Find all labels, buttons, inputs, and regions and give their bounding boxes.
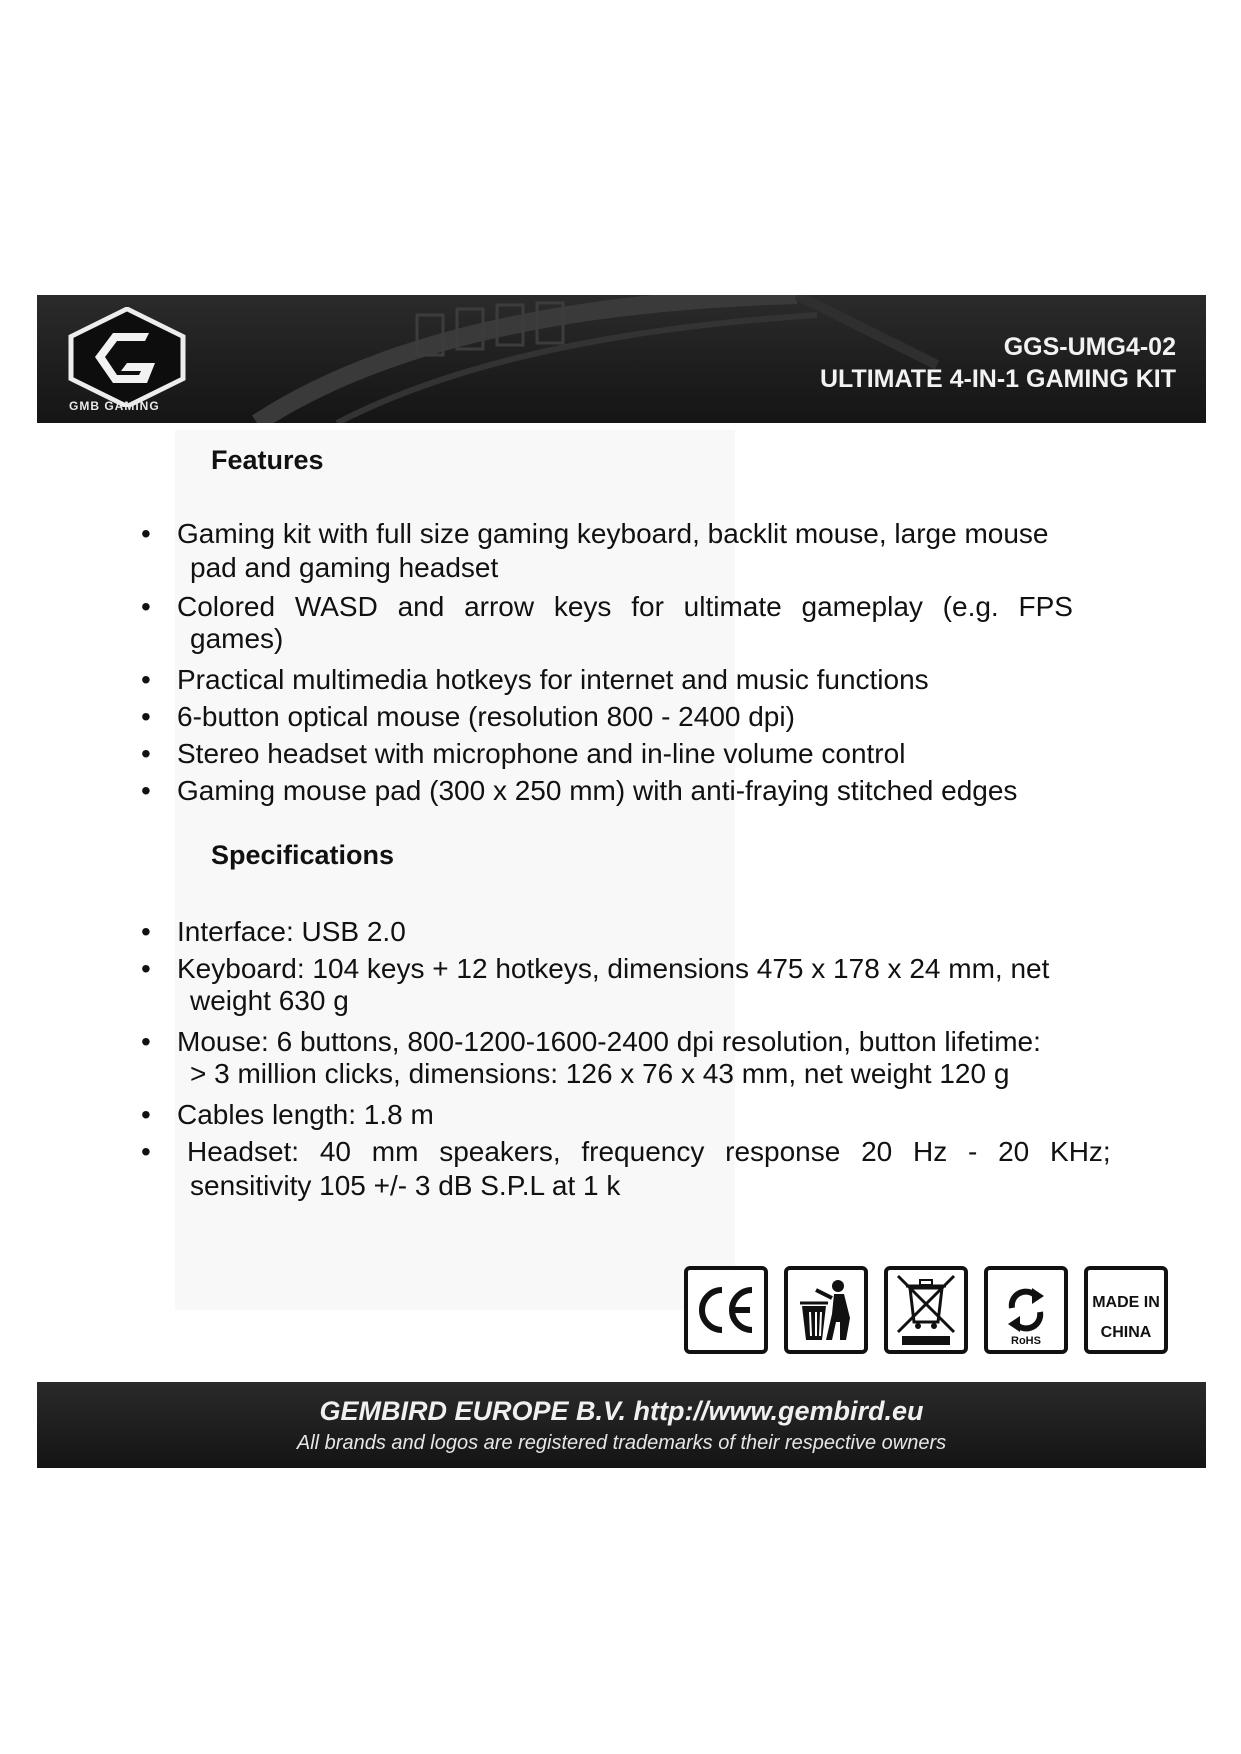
brand-text: GMB GAMING	[69, 399, 160, 413]
trademark-note: All brands and logos are registered trademarks of their respective owners	[296, 1432, 947, 1454]
list-item: • Stereo headset with microphone and in-line volume control	[141, 738, 906, 769]
features-title: Features	[211, 445, 324, 475]
rohs-icon	[984, 1266, 1068, 1354]
certification-icons	[684, 1266, 1174, 1356]
bullet-icon: •	[141, 664, 151, 695]
bullet-icon: •	[141, 1026, 151, 1057]
list-item: • Headset: 40 mm speakers, frequency response 20 Hz - 20 KHz; sensitivity 105 +/- 3 dB S.P.L at 1 k	[141, 1136, 1111, 1201]
bullet-icon: •	[141, 1136, 151, 1167]
bullet-icon: •	[141, 591, 151, 622]
bullet-icon: •	[141, 1099, 151, 1130]
footer-banner	[37, 1382, 1206, 1468]
bullet-icon: •	[141, 738, 151, 769]
list-item: • Interface: USB 2.0	[141, 916, 406, 947]
specifications-title: Specifications	[211, 840, 395, 870]
bullet-icon: •	[141, 775, 151, 806]
list-item: • Mouse: 6 buttons, 800-1200-1600-2400 dpi resolution, button lifetime: > 3 million clicks, dimensions: 126 x 76 x 43 mm, net weight 120 g	[141, 1026, 1041, 1089]
product-title: ULTIMATE 4-IN-1 GAMING KIT	[820, 365, 1176, 393]
tidy-man-recycle-icon	[784, 1266, 868, 1354]
list-item: • 6-button optical mouse (resolution 800 - 2400 dpi)	[141, 701, 795, 732]
model-number: GGS-UMG4-02	[1003, 333, 1176, 361]
rohs-label: RoHS	[1011, 1335, 1041, 1347]
list-item: • Colored WASD and arrow keys for ultimate gameplay (e.g. FPS games)	[141, 591, 1073, 654]
bullet-icon: •	[141, 916, 151, 947]
gmb-gaming-logo-icon	[65, 307, 189, 407]
bullet-icon: •	[141, 701, 151, 732]
list-item: • Gaming kit with full size gaming keyboard, backlit mouse, large mouse pad and gaming headset	[141, 518, 1049, 583]
list-item: • Keyboard: 104 keys + 12 hotkeys, dimensions 475 x 178 x 24 mm, net weight 630 g	[141, 953, 1050, 1016]
bullet-icon: •	[141, 953, 151, 984]
specifications-list	[141, 915, 1134, 1208]
list-item: • Practical multimedia hotkeys for internet and music functions	[141, 664, 929, 695]
made-in-label: MADE IN CHINA	[1092, 1294, 1160, 1341]
bullet-icon: •	[141, 518, 151, 549]
header-banner	[37, 295, 1206, 423]
company-line: GEMBIRD EUROPE B.V. http://www.gembird.eu	[319, 1396, 924, 1426]
list-item: • Cables length: 1.8 m	[141, 1099, 434, 1130]
list-item: • Gaming mouse pad (300 x 250 mm) with anti-fraying stitched edges	[141, 775, 1018, 806]
product-heading	[820, 331, 1176, 395]
weee-crossed-bin-icon	[884, 1266, 968, 1354]
made-in-china-icon	[1084, 1266, 1168, 1354]
ce-mark-icon	[684, 1266, 768, 1354]
features-list	[141, 517, 1134, 811]
